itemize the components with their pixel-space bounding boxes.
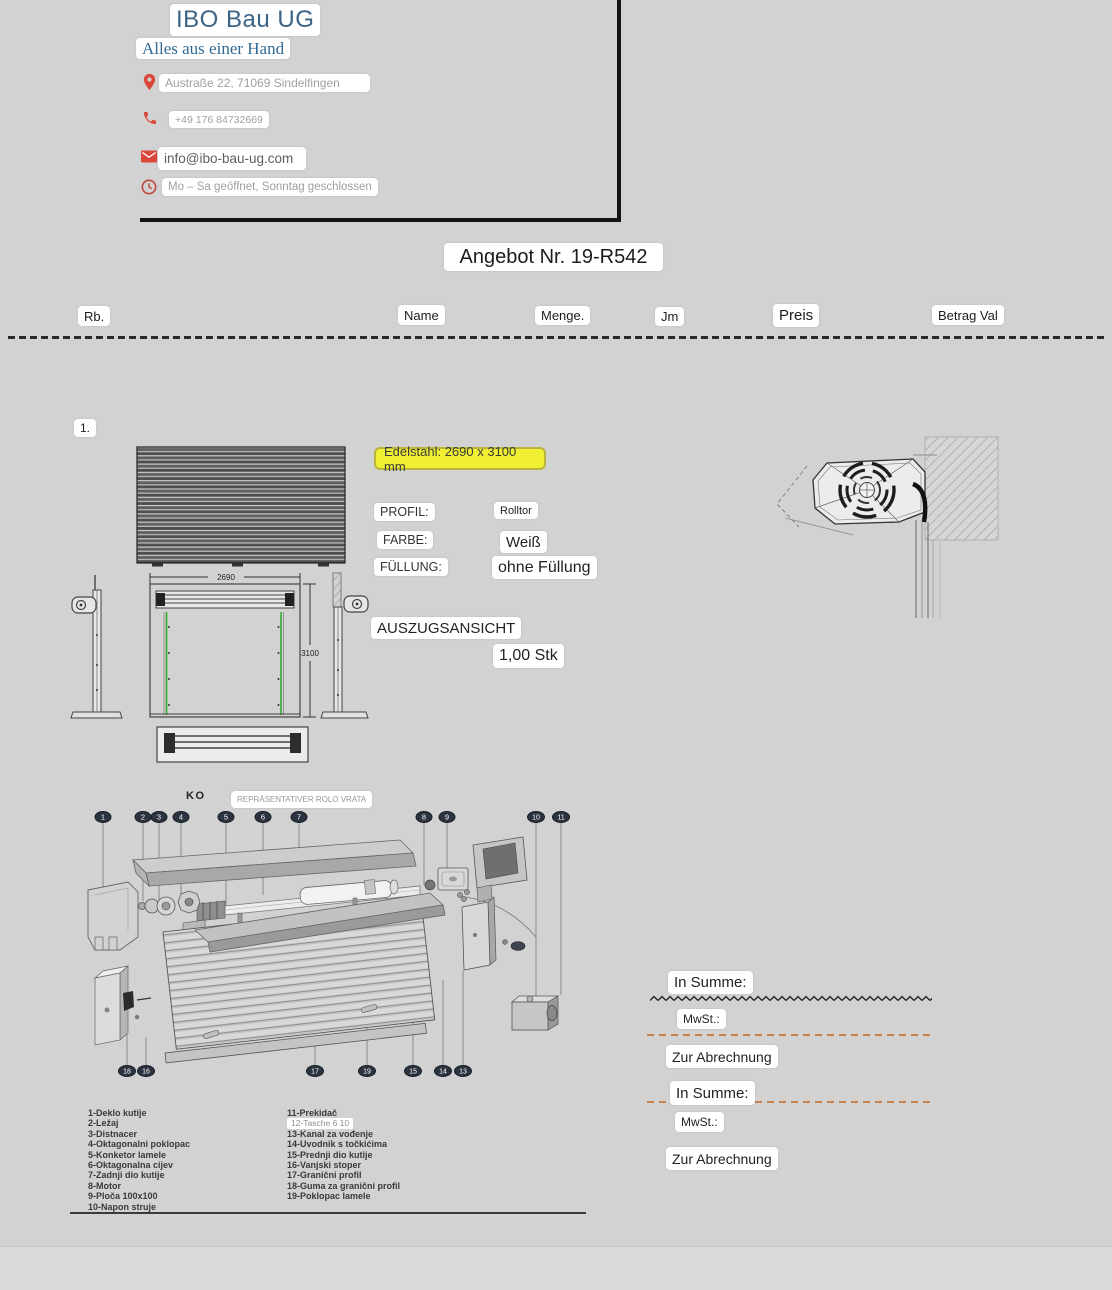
- spec-value-farbe: Weiß: [500, 531, 547, 553]
- part-item: 4-Oktagonalni poklopac: [88, 1139, 191, 1150]
- column-header-rb: Rb.: [78, 306, 110, 326]
- parts-list-rule: [70, 1212, 586, 1214]
- column-header-preis: Preis: [773, 304, 819, 327]
- location-icon: [142, 73, 157, 96]
- svg-text:6: 6: [260, 812, 266, 822]
- svg-text:1: 1: [100, 812, 106, 822]
- email-icon: [141, 150, 157, 168]
- part-item: 18-Guma za granični profil: [287, 1180, 401, 1191]
- view-label: AUSZUGSANSICHT: [371, 617, 521, 639]
- part-item: 2-Ležaj: [88, 1118, 119, 1129]
- sum-label-2: In Summe:: [670, 1081, 755, 1105]
- part-item: 16-Vanjski stoper: [287, 1159, 362, 1170]
- part-item-translated: 12-Tasche 6 10: [287, 1118, 353, 1128]
- summary-zigzag-line: [650, 994, 932, 1003]
- column-header-menge: Menge.: [535, 306, 590, 325]
- exploded-caption: REPRÄSENTATIVER ROLO VRATA: [231, 791, 372, 808]
- part-item: 3-Distnacer: [88, 1128, 138, 1139]
- item-quantity: 1,00 Stk: [493, 644, 564, 668]
- parts-list-left: [88, 1108, 190, 1212]
- clock-icon: [141, 179, 157, 200]
- settlement-label-2: Zur Abrechnung: [666, 1147, 778, 1170]
- balloon-numbers-top: [95, 812, 570, 823]
- settlement-label-1: Zur Abrechnung: [666, 1045, 778, 1068]
- parts-list-right: [287, 1108, 400, 1202]
- company-phone: +49 176 84732669: [169, 111, 269, 128]
- column-header-jm: Jm: [655, 307, 684, 326]
- spec-value-fuellung: ohne Füllung: [492, 556, 597, 579]
- dim-height-label: 3100: [301, 649, 319, 658]
- summary-dash-line-1: [647, 1034, 932, 1036]
- company-name: IBO Bau UG: [170, 4, 320, 36]
- svg-text:16: 16: [142, 1068, 150, 1076]
- part-item: 14-Uvodnik s točkićima: [287, 1139, 388, 1150]
- company-tagline: Alles aus einer Hand: [136, 38, 290, 59]
- part-item: 17-Granični profil: [287, 1170, 362, 1181]
- svg-text:18: 18: [123, 1068, 131, 1076]
- svg-text:13: 13: [459, 1068, 467, 1076]
- balloon-numbers-bottom: [119, 1066, 472, 1077]
- svg-text:3: 3: [156, 812, 162, 822]
- column-header-betrag: Betrag Val: [932, 305, 1004, 325]
- company-email: info@ibo-bau-ug.com: [158, 147, 306, 170]
- part-item: 10-Napon struje: [88, 1201, 157, 1212]
- part-item: 13-Kanal za vođenje: [287, 1128, 374, 1139]
- part-item: 9-Ploča 100x100: [88, 1191, 158, 1202]
- svg-text:4: 4: [178, 812, 184, 822]
- part-item: 6-Oktagonalna cijev: [88, 1159, 174, 1170]
- vat-label-2: MwSt.:: [675, 1112, 724, 1132]
- column-header-name: Name: [398, 305, 445, 325]
- sum-label-1: In Summe:: [668, 971, 753, 994]
- part-item: 15-Prednji dio kutije: [287, 1149, 373, 1160]
- part-item: 11-Prekidač: [287, 1108, 338, 1118]
- company-address: Austraße 22, 71069 Sindelfingen: [159, 74, 370, 92]
- svg-text:15: 15: [409, 1068, 417, 1076]
- svg-text:10: 10: [532, 814, 540, 822]
- svg-text:8: 8: [421, 812, 427, 822]
- spec-label-farbe: FARBE:: [377, 531, 433, 549]
- spec-value-profil: Rolltor: [494, 502, 538, 519]
- svg-text:9: 9: [444, 812, 450, 822]
- svg-text:11: 11: [557, 814, 565, 822]
- dim-width-label: 2690: [217, 573, 235, 582]
- svg-text:7: 7: [296, 812, 302, 822]
- bottom-strip: [0, 1246, 1112, 1290]
- part-item: 19-Poklopac lamele: [287, 1191, 371, 1202]
- part-item: 8-Motor: [88, 1180, 121, 1191]
- dimension-drawing: [60, 565, 370, 775]
- exploded-ko-label: KO: [186, 790, 206, 802]
- spec-label-profil: PROFIL:: [374, 503, 435, 521]
- svg-text:5: 5: [223, 812, 229, 822]
- company-hours: Mo – Sa geöffnet, Sonntag geschlossen: [162, 178, 378, 196]
- document-title: Angebot Nr. 19-R542: [444, 243, 663, 271]
- svg-text:19: 19: [363, 1068, 371, 1076]
- exploded-diagram: [65, 785, 605, 1085]
- svg-text:17: 17: [311, 1068, 319, 1076]
- part-item: 1-Deklo kutije: [88, 1108, 147, 1118]
- curtain-elevation-drawing: [132, 444, 352, 570]
- table-separator: [8, 336, 1104, 339]
- spec-label-fuellung: FÜLLUNG:: [374, 558, 448, 576]
- vat-label-1: MwSt.:: [677, 1009, 726, 1029]
- svg-text:2: 2: [140, 812, 146, 822]
- part-item: 7-Zadnji dio kutije: [88, 1170, 165, 1181]
- part-item: 5-Konketor lamele: [88, 1149, 167, 1160]
- item-number: 1.: [74, 419, 96, 437]
- box-section-drawing: [765, 422, 1010, 627]
- size-highlight: Edelstahl: 2690 x 3100 mm: [374, 447, 546, 470]
- phone-icon: [142, 110, 158, 131]
- svg-text:14: 14: [439, 1068, 447, 1076]
